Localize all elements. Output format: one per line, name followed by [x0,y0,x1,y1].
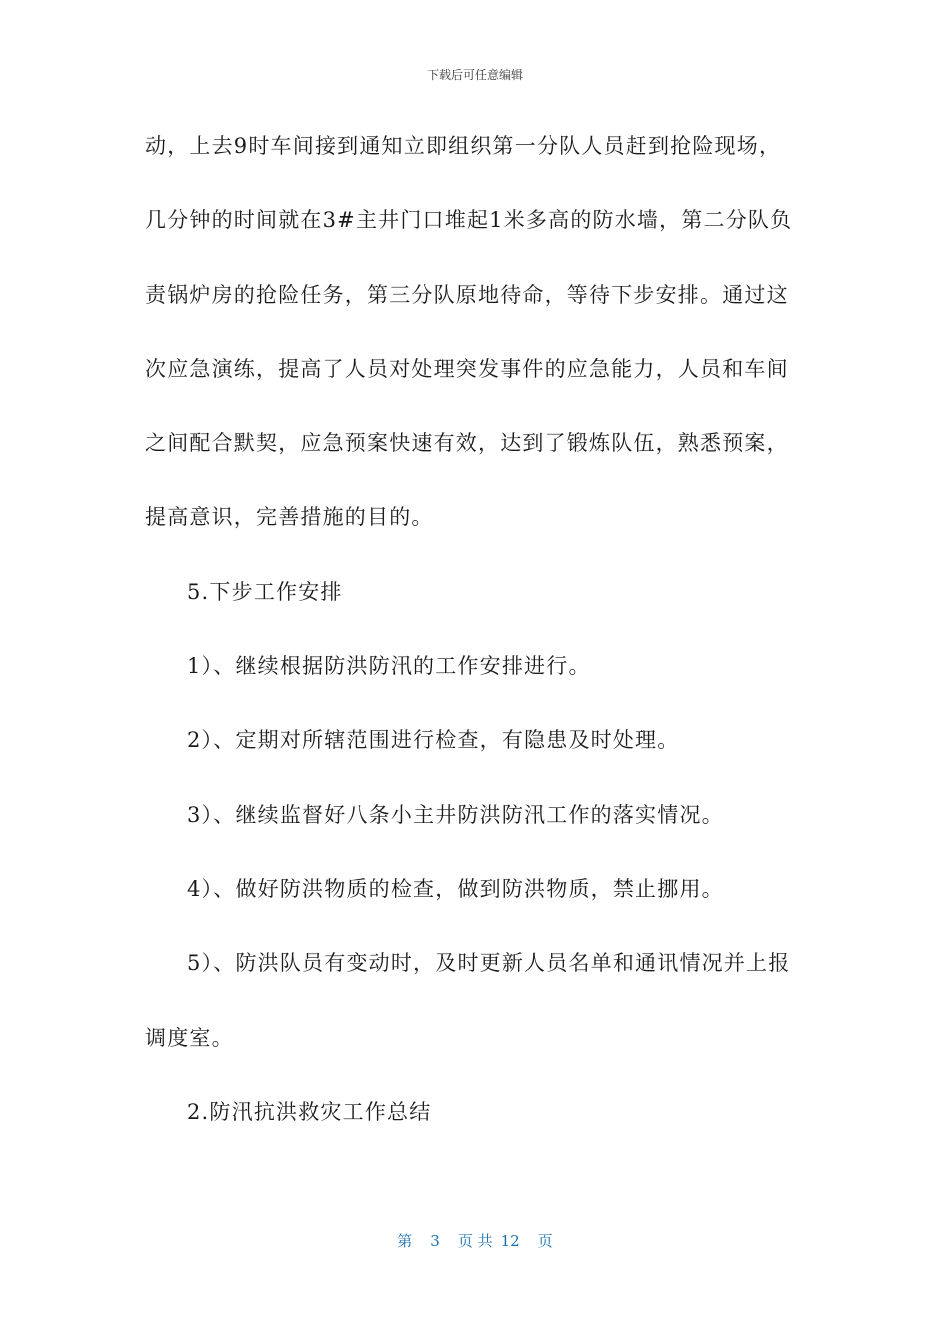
paragraph-line: 提高意识，完善措施的目的。 [145,505,434,530]
paragraph-line: 之间配合默契，应急预案快速有效，达到了锻炼队伍，熟悉预案， [145,431,789,456]
total-pages-number: 12 [500,1232,520,1250]
footer-prefix: 第 [397,1232,413,1250]
paragraph-line: 动，上去9时车间接到通知立即组织第一分队人员赶到抢险现场， [145,134,782,158]
section-heading: 2.防汛抗洪救灾工作总结 [187,1099,432,1124]
paragraph-line: 次应急演练，提高了人员对处理突发事件的应急能力，人员和车间 [145,356,789,381]
list-item: 4）、做好防洪物质的检查，做到防洪物质，禁止挪用。 [187,876,724,901]
list-item: 5）、防洪队员有变动时，及时更新人员名单和通讯情况并上报 [187,951,791,976]
list-item: 1）、继续根据防洪防汛的工作安排进行。 [187,654,591,679]
footer-suffix: 页 [537,1232,553,1250]
paragraph-line: 责锅炉房的抢险任务，第三分队原地待命，等待下步安排。通过这 [145,282,789,307]
list-item: 2）、定期对所辖范围进行检查，有隐患及时处理。 [187,728,680,753]
current-page-number: 3 [430,1232,440,1250]
list-item-continuation: 调度室。 [145,1025,234,1050]
document-body [145,128,810,1168]
page-header: 下载后可任意编辑 [426,68,523,82]
footer-middle: 页 共 [457,1232,493,1250]
section-heading: 5.下步工作安排 [187,579,343,604]
page-footer [0,1230,950,1251]
list-item: 3）、继续监督好八条小主井防洪防汛工作的落实情况。 [187,802,724,827]
paragraph-line: 几分钟的时间就在3#主井门口堆起1米多高的防水墙，第二分队负 [145,208,793,233]
